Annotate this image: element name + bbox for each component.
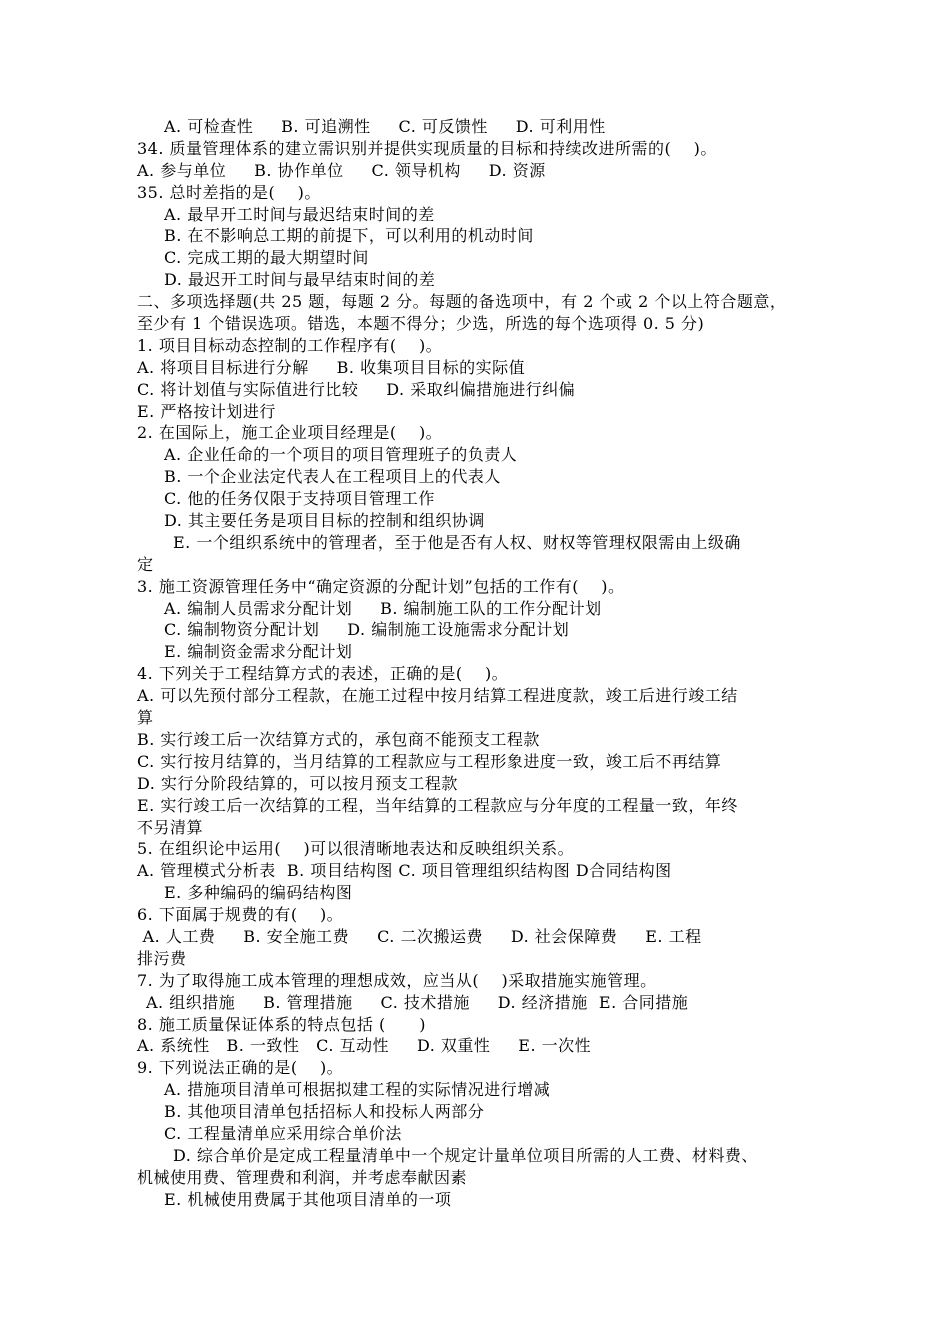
- text-line: 至少有 1 个错误选项。错选，本题不得分；少选，所选的每个选项得 0. 5 分): [137, 314, 705, 334]
- text-line: A. 措施项目清单可根据拟建工程的实际情况进行增减: [164, 1080, 551, 1100]
- text-line: A. 组织措施 B. 管理措施 C. 技术措施 D. 经济措施 E. 合同措施: [146, 992, 689, 1012]
- text-line: A. 将项目目标进行分解 B. 收集项目目标的实际值: [137, 357, 526, 377]
- text-line: E. 机械使用费属于其他项目清单的一项: [164, 1189, 452, 1209]
- text-line: 二、多项选择题(共 25 题，每题 2 分。每题的备选项中，有 2 个或 2 个以上符合题意，: [137, 292, 787, 312]
- text-line: C. 工程量清单应采用综合单价法: [164, 1123, 402, 1143]
- text-line: 不另清算: [137, 817, 204, 837]
- text-line: E. 实行竣工后一次结算的工程，当年结算的工程款应与分年度的工程量一致，年终: [137, 795, 738, 815]
- text-line: 5. 在组织论中运用( )可以很清晰地表达和反映组织关系。: [137, 839, 575, 859]
- text-line: 1. 项目目标动态控制的工作程序有( )。: [137, 335, 443, 355]
- text-line: 机械使用费、管理费和利润，并考虑奉献因素: [137, 1167, 468, 1187]
- text-line: 7. 为了取得施工成本管理的理想成效，应当从( )采取措施实施管理。: [137, 970, 657, 990]
- text-line: D. 综合单价是定成工程量清单中一个规定计量单位项目所需的人工费、材料费、: [173, 1145, 758, 1165]
- text-line: A. 最早开工时间与最迟结束时间的差: [164, 204, 435, 224]
- text-line: E. 编制资金需求分配计划: [164, 642, 353, 662]
- text-line: C. 编制物资分配计划 D. 编制施工设施需求分配计划: [164, 620, 570, 640]
- text-line: A. 参与单位 B. 协作单位 C. 领导机构 D. 资源: [137, 160, 546, 180]
- text-line: B. 实行竣工后一次结算方式的，承包商不能预支工程款: [137, 729, 540, 749]
- text-line: A. 系统性 B. 一致性 C. 互动性 D. 双重性 E. 一次性: [137, 1036, 592, 1056]
- text-line: A. 编制人员需求分配计划 B. 编制施工队的工作分配计划: [164, 598, 602, 618]
- text-line: E. 多种编码的编码结构图: [164, 883, 353, 903]
- text-line: C. 完成工期的最大期望时间: [164, 248, 369, 268]
- text-line: C. 他的任务仅限于支持项目管理工作: [164, 489, 435, 509]
- text-line: C. 实行按月结算的，当月结算的工程款应与工程形象进度一致，竣工后不再结算: [137, 751, 722, 771]
- text-line: B. 在不影响总工期的前提下，可以利用的机动时间: [164, 226, 534, 246]
- text-line: 算: [137, 708, 154, 728]
- text-line: A. 企业任命的一个项目的项目管理班子的负责人: [164, 445, 518, 465]
- text-line: 3. 施工资源管理任务中“确定资源的分配计划”包括的工作有( )。: [137, 576, 625, 596]
- text-line: A. 人工费 B. 安全施工费 C. 二次搬运费 D. 社会保障费 E. 工程: [137, 926, 702, 946]
- text-line: A. 可检查性 B. 可追溯性 C. 可反馈性 D. 可利用性: [164, 117, 606, 136]
- text-line: 2. 在国际上，施工企业项目经理是( )。: [137, 423, 443, 443]
- text-line: 定: [137, 554, 154, 574]
- text-line: C. 将计划值与实际值进行比较 D. 采取纠偏措施进行纠偏: [137, 379, 576, 399]
- text-line: 8. 施工质量保证体系的特点包括 ( ): [137, 1014, 426, 1034]
- text-line: 9. 下列说法正确的是( )。: [137, 1058, 344, 1078]
- text-line: E. 严格按计划进行: [137, 401, 276, 421]
- text-line: 6. 下面属于规费的有( )。: [137, 905, 344, 925]
- text-line: D. 实行分阶段结算的，可以按月预支工程款: [137, 773, 458, 793]
- text-line: D. 其主要任务是项目目标的控制和组织协调: [164, 511, 485, 531]
- text-line: B. 一个企业法定代表人在工程项目上的代表人: [164, 467, 501, 487]
- text-line: A. 管理模式分析表 B. 项目结构图 C. 项目管理组织结构图 D合同结构图: [137, 861, 672, 881]
- text-line: 35. 总时差指的是( )。: [137, 182, 321, 202]
- text-line: E. 一个组织系统中的管理者，至于他是否有人权、财权等管理权限需由上级确: [173, 532, 741, 552]
- text-line: 4. 下列关于工程结算方式的表述，正确的是( )。: [137, 664, 509, 684]
- text-line: B. 其他项目清单包括招标人和投标人两部分: [164, 1102, 485, 1122]
- text-line: 排污费: [137, 948, 187, 968]
- text-line: D. 最迟开工时间与最早结束时间的差: [164, 270, 436, 290]
- text-line: 34. 质量管理体系的建立需识别并提供实现质量的目标和持续改进所需的( )。: [137, 138, 717, 158]
- text-line: A. 可以先预付部分工程款，在施工过程中按月结算工程进度款，竣工后进行竣工结: [137, 686, 738, 706]
